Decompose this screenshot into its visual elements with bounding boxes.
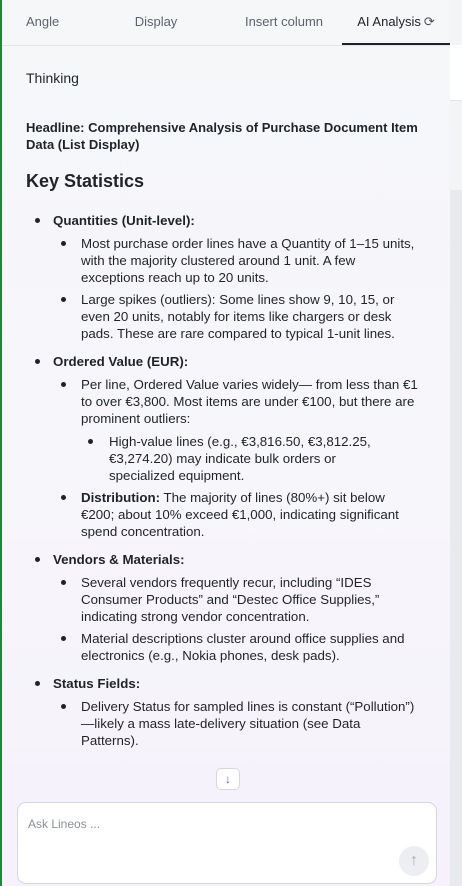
statistics-list	[2, 212, 450, 760]
list-item: Distribution: The majority of lines (80%+) sit below €200; about 10% exceed €1,000, indicating significant spend concentration.	[53, 489, 421, 540]
list-item: Per line, Ordered Value varies widely— from less than €1 to over €3,800. Most items are under €100, but there are prominent outliers: High-value lines (e.g., €3,816.50, €3,812.25, €3,274.20) may indicate bulk orders or specialized equipment.	[53, 376, 421, 484]
scrollbar-track[interactable]	[450, 190, 462, 886]
tab-bar	[2, 0, 450, 46]
list-item: High-value lines (e.g., €3,816.50, €3,812.25, €3,274.20) may indicate bulk orders or specialized equipment.	[81, 433, 399, 484]
headline: Headline: Comprehensive Analysis of Purchase Document Item Data (List Display)	[26, 120, 418, 152]
arrow-down-icon: ↓	[225, 772, 231, 786]
list-item: Several vendors frequently recur, including “IDES Consumer Products” and “Destec Office Supplies,” indicating strong vendor concentration.	[53, 574, 421, 625]
tab-insert-column[interactable]: Insert column	[244, 14, 324, 29]
tab-ai-analysis[interactable]: AI Analysis ⟳	[342, 0, 450, 45]
list-item: Large spikes (outliers): Some lines show 9, 10, 15, or even 20 units, notably for items like chargers or desk pads. These are rare compared to typical 1-unit lines.	[53, 291, 421, 342]
arrow-up-icon: ↑	[410, 852, 418, 869]
ask-box[interactable]	[17, 802, 437, 884]
list-item: Vendors & Materials: Several vendors frequently recur, including “IDES Consumer Products” and “Destec Office Supplies,” indicating strong vendor concentration. Material descriptions cluster around office supplies and electronics (e.g., Nokia phones, desk pads).	[2, 551, 450, 664]
list-item: Most purchase order lines have a Quantity of 1–15 units, with the majority clustered around 1 unit. A few exceptions reach up to 20 units.	[53, 235, 421, 286]
list-item: Quantities (Unit-level): Most purchase order lines have a Quantity of 1–15 units, with the majority clustered around 1 unit. A few exceptions reach up to 20 units. Large spikes (outliers): Some lines show 9, 10, 15, or even 20 units, notably for items like chargers or desk pads. These are rare compared to typical 1-unit lines.	[2, 212, 450, 342]
refresh-icon[interactable]: ⟳	[423, 13, 435, 29]
tab-display[interactable]: Display	[134, 14, 178, 29]
scroll-to-bottom-button[interactable]	[216, 768, 240, 790]
analysis-content	[2, 46, 450, 794]
list-item: Delivery Status for sampled lines is constant (“Pollution”)—likely a mass late-delivery situation (see Data Patterns).	[53, 698, 421, 749]
list-item: Material descriptions cluster around office supplies and electronics (e.g., Nokia phones, desk pads).	[53, 630, 421, 664]
tab-angle[interactable]: Angle	[26, 14, 60, 29]
ask-input[interactable]	[26, 813, 370, 835]
thinking-label: Thinking	[26, 70, 79, 86]
send-button[interactable]	[399, 846, 429, 876]
section-title: Key Statistics	[26, 171, 145, 191]
list-item: Status Fields: Delivery Status for sampled lines is constant (“Pollution”)—likely a mass late-delivery situation (see Data Patterns).	[2, 675, 450, 749]
list-item: Ordered Value (EUR): Per line, Ordered Value varies widely— from less than €1 to over €3,800. Most items are under €100, but there are prominent outliers: High-value lines (e.g., €3,816.50, €3,812.25, €3,274.20) may indicate bulk orders or specialized equipment. Distribution: The majority of lines (80%+) sit below €200; about 10% exceed €1,000, indicating significant spend concentration.	[2, 353, 450, 540]
right-rail	[450, 0, 462, 886]
ai-analysis-panel	[2, 0, 450, 886]
